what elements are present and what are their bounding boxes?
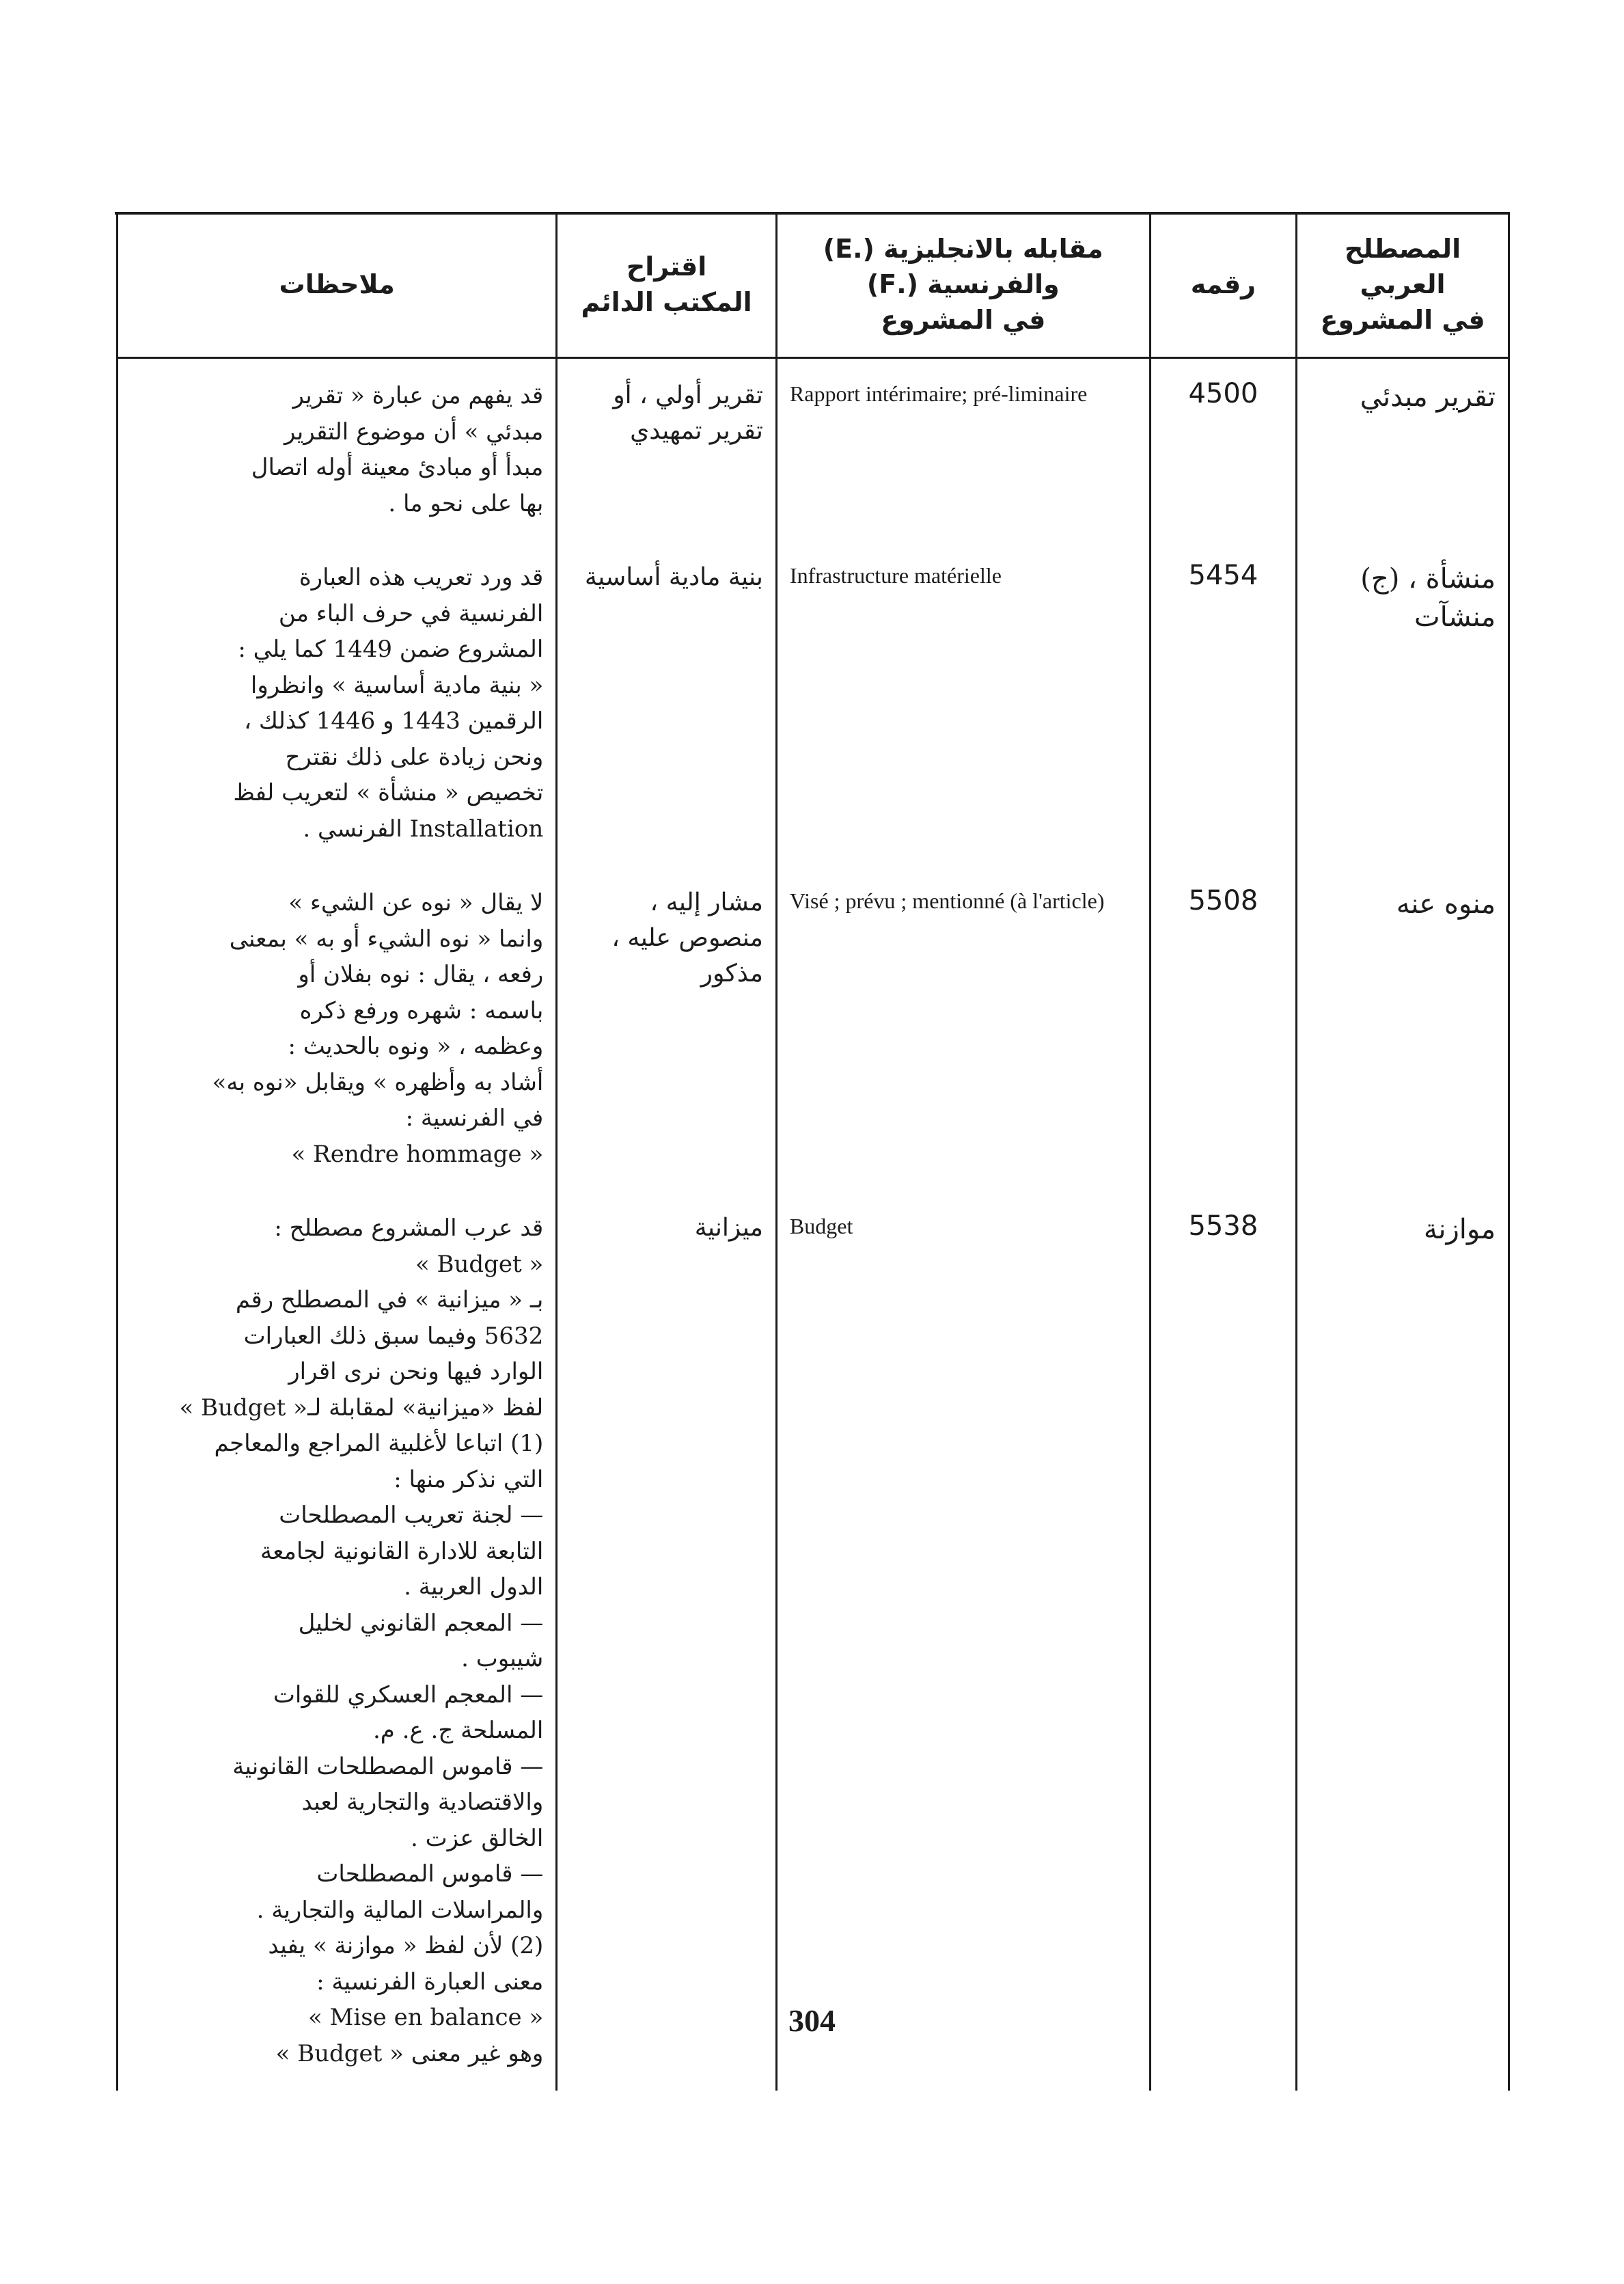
header-equivalent-line-1: مقابله بالانجليزية (.E)	[823, 234, 1103, 264]
term-cell: موازنة	[1297, 1191, 1509, 2091]
terminology-table	[116, 212, 1510, 2091]
header-equivalent-line-3: في المشروع	[881, 305, 1046, 335]
note-line: لفظ «ميزانية» لمقابلة لـ« Budget »	[179, 1393, 544, 1422]
term-cell: منشأة ، (ج) منشآت	[1297, 541, 1509, 866]
note-line: قد يفهم من عبارة « تقرير	[292, 382, 544, 409]
note-line: الرقمين 1443 و 1446 كذلك ،	[244, 707, 544, 735]
proposal-cell: مشار إليه ، منصوص عليه ، مذكور	[557, 866, 777, 1191]
note-line: بها على نحو ما .	[388, 489, 544, 517]
equivalent-cell: Budget	[776, 1191, 1150, 2091]
number-cell: 5538	[1150, 1191, 1296, 2091]
note-line: المشروع ضمن 1449 كما يلي :	[238, 636, 544, 663]
note-line: — قاموس المصطلحات القانونية	[232, 1752, 544, 1780]
note-line: بـ « ميزانية » في المصطلح رقم	[235, 1286, 544, 1314]
note-line: والمراسلات المالية والتجارية .	[256, 1896, 544, 1924]
header-equivalent-line-2: والفرنسية (.F)	[866, 269, 1060, 299]
equivalent-cell: Infrastructure matérielle	[776, 541, 1150, 866]
note-line: التابعة للادارة القانونية لجامعة	[260, 1537, 544, 1565]
note-line: شيبوب .	[461, 1645, 544, 1672]
note-line: قد ورد تعريب هذه العبارة	[299, 564, 544, 591]
note-line: وهو غير معنى « Budget »	[275, 2039, 544, 2067]
note-line: 5632 وفيما سبق ذلك العبارات	[243, 1322, 544, 1350]
proposal-cell: تقرير أولي ، أو تقرير تمهيدي	[557, 358, 777, 541]
note-line: الفرنسية في حرف الباء من	[278, 599, 544, 627]
note-line: Installation الفرنسي .	[303, 815, 544, 843]
note-line: قد عرب المشروع مصطلح :	[274, 1214, 544, 1242]
notes-cell	[118, 541, 557, 866]
note-line: تخصيص « منشأة » لتعريب لفظ	[233, 779, 544, 806]
table-row	[118, 866, 1509, 1191]
header-term-line-1: المصطلح العربي	[1344, 234, 1461, 299]
number-cell: 4500	[1150, 358, 1296, 541]
equivalent-cell: Rapport intérimaire; pré-liminaire	[776, 358, 1150, 541]
note-line: « بنية مادية أساسية » وانظروا	[250, 671, 544, 699]
note-line: باسمه : شهره ورفع ذكره	[299, 996, 544, 1024]
header-proposal	[557, 212, 777, 358]
number-cell: 5508	[1150, 866, 1296, 1191]
proposal-cell: بنية مادية أساسية	[557, 541, 777, 866]
header-proposal-line-1: اقتراح	[626, 251, 707, 282]
note-line: (1) اتباعا لأغلبية المراجع والمعاجم	[214, 1430, 544, 1457]
note-line: مبدئي » أن موضوع التقرير	[284, 418, 544, 446]
notes-cell	[118, 866, 557, 1191]
term-cell: تقرير مبدئي	[1297, 358, 1509, 541]
note-line: في الفرنسية :	[405, 1104, 544, 1132]
table-row	[118, 541, 1509, 866]
table-row	[118, 1191, 1509, 2091]
note-line: الوارد فيها ونحن نرى اقرار	[288, 1358, 544, 1385]
header-row	[118, 212, 1509, 358]
page-number: 304	[788, 2003, 836, 2038]
header-term-line-2: في المشروع	[1320, 305, 1485, 335]
header-notes: ملاحظات	[118, 212, 557, 358]
note-line: المسلحة ج. ع. م.	[372, 1717, 544, 1744]
note-line: وعظمه ، « ونوه بالحديث :	[288, 1033, 544, 1060]
note-line: « Budget »	[415, 1250, 544, 1278]
header-number: رقمه	[1150, 212, 1296, 358]
term-cell: منوه عنه	[1297, 866, 1509, 1191]
note-line: « Rendre hommage »	[291, 1140, 544, 1168]
note-line: أشاد به وأظهره » ويقابل «نوه به»	[212, 1068, 544, 1096]
note-line: معنى العبارة الفرنسية :	[316, 1968, 544, 1996]
equivalent-cell: Visé ; prévu ; mentionné (à l'article)	[776, 866, 1150, 1191]
note-line: الدول العربية .	[404, 1573, 544, 1601]
note-line: (2) لأن لفظ « موازنة » يفيد	[268, 1932, 544, 1959]
note-line: الخالق عزت .	[410, 1824, 544, 1852]
notes-cell	[118, 358, 557, 541]
header-proposal-line-2: المكتب الدائم	[581, 287, 752, 317]
note-line: والاقتصادية والتجارية لعبد	[301, 1789, 544, 1816]
note-line: التي نذكر منها :	[394, 1465, 544, 1493]
note-line: — قاموس المصطلحات	[316, 1860, 544, 1888]
proposal-cell: ميزانية	[557, 1191, 777, 2091]
table-row	[118, 358, 1509, 541]
note-line: — المعجم العسكري للقوات	[273, 1681, 544, 1709]
note-line: وانما « نوه الشيء أو به » بمعنى	[229, 925, 544, 953]
notes-cell	[118, 1191, 557, 2091]
note-line: رفعه ، يقال : نوه بفلان أو	[298, 961, 544, 988]
number-cell: 5454	[1150, 541, 1296, 866]
note-line: مبدأ أو مبادئ معينة أوله اتصال	[251, 454, 544, 481]
note-line: « Mise en balance »	[307, 2004, 544, 2031]
header-equivalent	[776, 212, 1150, 358]
header-term	[1297, 212, 1509, 358]
note-line: — المعجم القانوني لخليل	[298, 1609, 544, 1637]
note-line: ونحن زيادة على ذلك نقترح	[285, 743, 544, 771]
note-line: — لجنة تعريب المصطلحات	[279, 1501, 544, 1529]
note-line: لا يقال « نوه عن الشيء »	[288, 889, 544, 916]
